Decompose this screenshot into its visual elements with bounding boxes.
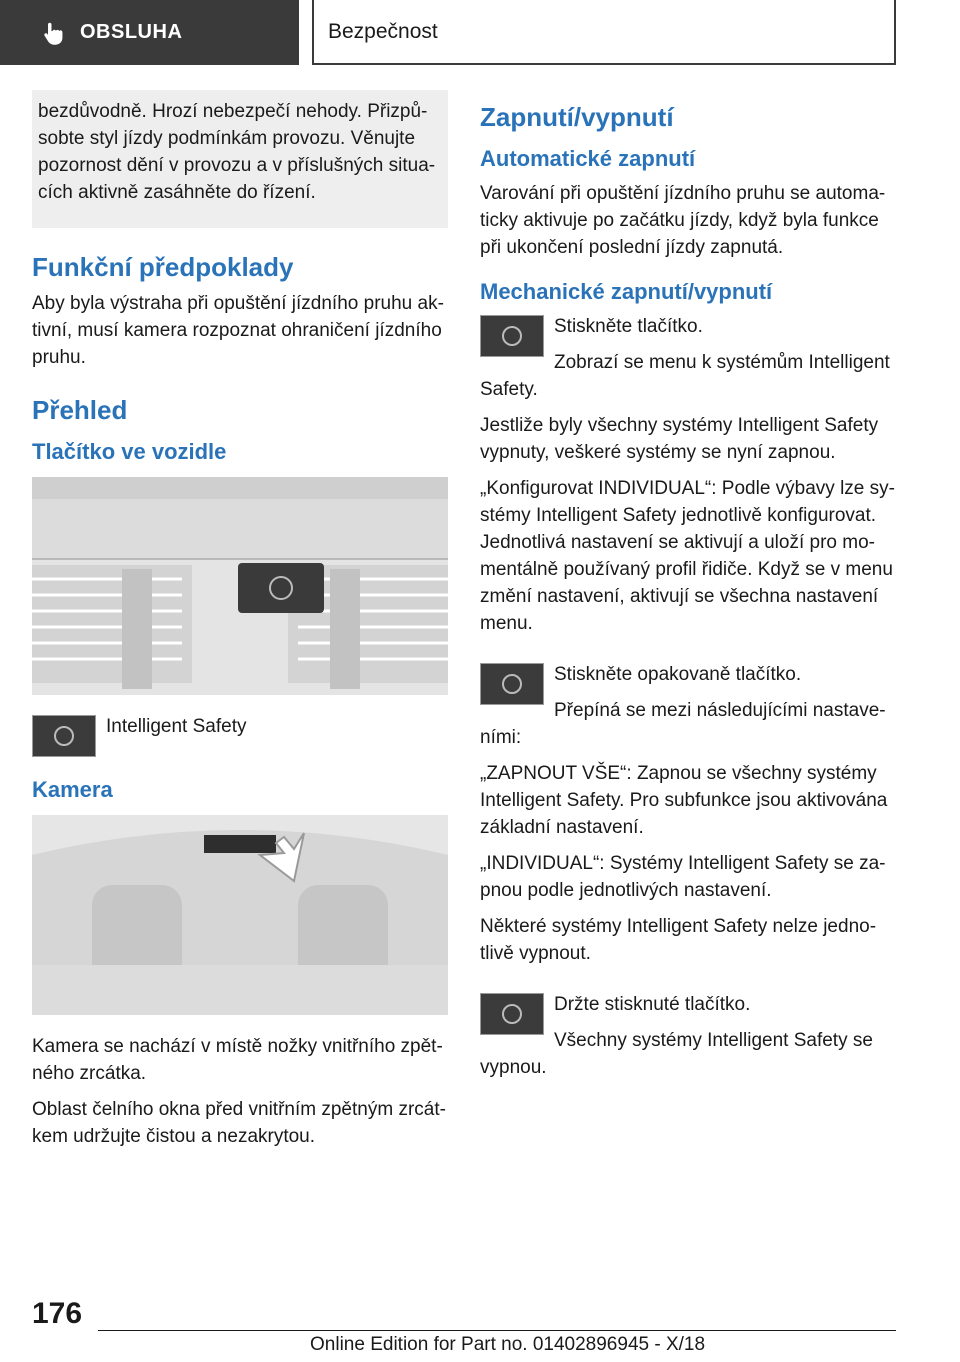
step-press-repeatedly-text: Stiskněte opakovaně tlačítko.: [554, 664, 802, 685]
intelligent-safety-caption: Intelligent Safety: [106, 716, 247, 737]
heading-automatic-on: Automatické zapnutí: [480, 146, 696, 171]
paragraph-camera-location: Kamera se nachází v místě nožky vnitřního zpět-ného zrcátka.: [32, 1036, 443, 1084]
left-column: [32, 88, 448, 1159]
step-hold-button-result: Všechny systémy Intelligent Safety se vypnou.: [480, 1030, 873, 1078]
paragraph-all-off: Jestliže byly všechny systémy Intelligent Safety vypnuty, veškeré systémy se nyní zapnou.: [480, 415, 879, 463]
step-press-button: [480, 313, 896, 403]
paragraph-camera-keep-clear: Oblast čelního okna před vnitřním zpětným zrcát-kem udržujte čistou a nezakrytou.: [32, 1099, 446, 1147]
camera-location-image: [32, 815, 448, 1015]
intelligent-safety-button-row: [32, 713, 448, 761]
heading-button-in-vehicle: Tlačítko ve vozidle: [32, 439, 227, 464]
heading-manual-on-off: Mechanické zapnutí/vypnutí: [480, 279, 773, 304]
step-hold-button: [480, 991, 896, 1081]
right-column: [480, 88, 896, 1090]
chapter-title: Bezpečnost: [328, 19, 438, 43]
hand-pointer-icon: [40, 20, 66, 46]
section-tab[interactable]: [0, 0, 299, 65]
step-press-repeatedly: [480, 661, 896, 751]
intelligent-safety-button-icon: [480, 993, 544, 1035]
heading-prerequisites: Funkční předpoklady: [32, 252, 294, 282]
section-title: OBSLUHA: [80, 21, 183, 43]
heading-camera: Kamera: [32, 777, 113, 802]
paragraph-on-all: „ZAPNOUT VŠE“: Zapnou se všechny systémy Intelligent Safety. Pro subfunkce jsou aktivována základní nastavení.: [480, 763, 888, 838]
paragraph-some-not-off: Některé systémy Intelligent Safety nelze jedno-tlivě vypnout.: [480, 916, 877, 964]
intelligent-safety-button-icon: [32, 715, 96, 757]
step-hold-button-text: Držte stisknuté tlačítko.: [554, 994, 751, 1015]
warning-box: [32, 90, 448, 228]
dashboard-button-image: [32, 477, 448, 695]
paragraph-prerequisites: Aby byla výstraha při opuštění jízdního pruhu ak-tivní, musí kamera rozpoznat ohraničení jízdního pruhu.: [32, 293, 444, 368]
step-press-button-result: Zobrazí se menu k systémům Intelligent Safety.: [480, 352, 890, 400]
intelligent-safety-button-icon: [480, 315, 544, 357]
chapter-tab: [312, 0, 896, 65]
paragraph-individual: „INDIVIDUAL“: Systémy Intelligent Safety se za-pnou podle jednotlivých nastavení.: [480, 853, 886, 901]
warning-text: bezdůvodně. Hrozí nebezpečí nehody. Přizpů-sobte styl jízdy podmínkám provozu. Věnujte pozornost dění v provozu a v příslušných situa-cích aktivně zasáhněte do řízení.: [38, 101, 436, 203]
heading-on-off: Zapnutí/vypnutí: [480, 102, 674, 132]
step-press-repeatedly-result: Přepíná se mezi následujícími nastave-ními:: [480, 700, 886, 748]
step-press-button-text: Stiskněte tlačítko.: [554, 316, 703, 337]
paragraph-configure-individual: „Konfigurovat INDIVIDUAL“: Podle výbavy lze sy-stémy Intelligent Safety jednotlivě konfigurovat. Jednotlivá nastavení se aktivují a uloží pro mo-mentálně používaný profil řidiče. Když se v menu změní nastavení, aktivují se všechna nastavení menu.: [480, 478, 895, 634]
footer-rule: [98, 1330, 896, 1331]
paragraph-automatic-on: Varování při opuštění jízdního pruhu se automa-ticky aktivuje po začátku jízdy, když byla funkce při ukončení poslední jízdy zapnutá.: [480, 183, 886, 258]
heading-overview: Přehled: [32, 395, 128, 425]
page-number: 176: [32, 1297, 83, 1330]
intelligent-safety-button-icon: [480, 663, 544, 705]
footer-edition: Online Edition for Part no. 01402896945 - X/18: [310, 1334, 706, 1355]
